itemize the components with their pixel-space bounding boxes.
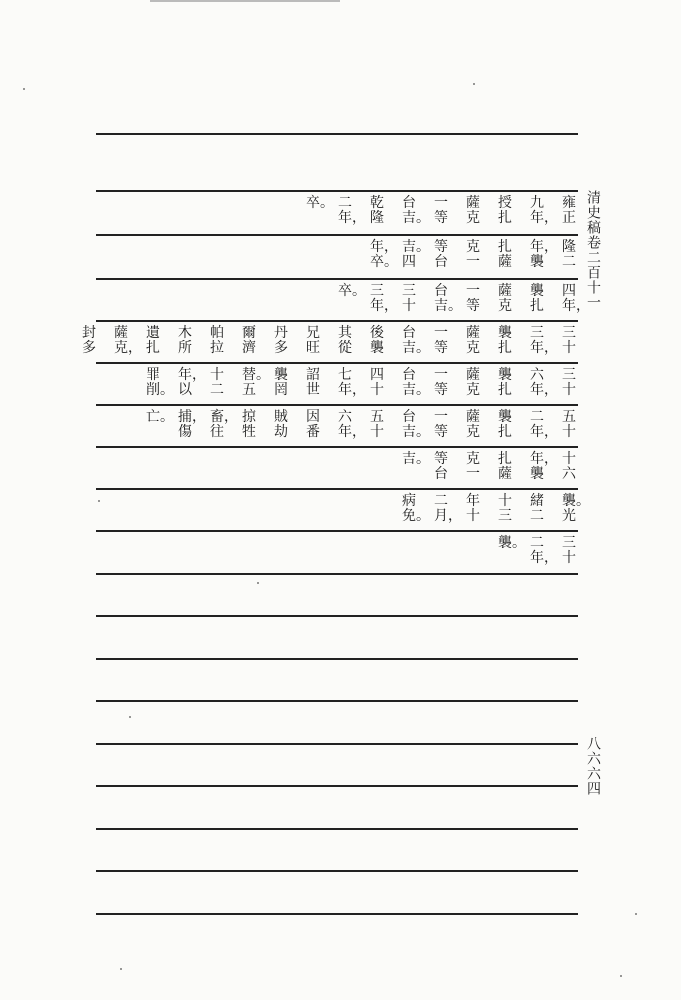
cell-bottom-char: 薩 (498, 254, 512, 270)
cell-top-char: 詔 (306, 367, 320, 383)
table-cell (498, 240, 513, 270)
cell-top-char: 卒。 (306, 195, 334, 211)
table-cell (402, 451, 430, 482)
cell-top-char: 扎 (498, 239, 512, 255)
scan-speck (473, 83, 475, 85)
table-cell (466, 284, 481, 314)
cell-bottom-char: 劫 (274, 424, 288, 440)
cell-top-char: 丹 (274, 325, 288, 341)
cell-top-char: 三 (402, 283, 416, 299)
table-cell (370, 239, 398, 270)
table-cell (146, 367, 174, 398)
table-cell (562, 368, 577, 398)
cell-top-char: 其 (338, 325, 352, 341)
table-cell (338, 367, 366, 398)
cell-bottom-char: 克 (466, 340, 480, 356)
cell-bottom-char: 年， (338, 424, 366, 440)
table-cell (434, 326, 449, 356)
table-cell (562, 326, 577, 356)
table-cell (466, 240, 481, 270)
table-cell (370, 326, 385, 356)
cell-bottom-char: 拉 (210, 340, 224, 356)
cell-bottom-char: 十 (562, 382, 576, 398)
cell-top-char: 吉。 (402, 239, 430, 255)
cell-top-char: 襲 (498, 325, 512, 341)
cell-top-char: 台 (402, 325, 416, 341)
cell-top-char: 襲 (498, 367, 512, 383)
cell-top-char: 替。 (242, 367, 270, 383)
table-cell (498, 494, 513, 524)
cell-bottom-char: 所 (178, 340, 192, 356)
cell-bottom-char: 番 (306, 424, 320, 440)
cell-bottom-char: 年， (530, 382, 558, 398)
cell-top-char: 二 (530, 409, 544, 425)
table-cell (370, 196, 385, 226)
cell-bottom-char: 傷 (178, 424, 192, 440)
cell-bottom-char (306, 211, 321, 226)
table-rule (96, 785, 578, 787)
cell-bottom-char: 克 (466, 382, 480, 398)
cell-bottom-char: 扎 (498, 424, 512, 440)
cell-top-char: 一 (434, 195, 448, 211)
table-cell (402, 409, 430, 440)
table-cell (530, 409, 558, 440)
cell-top-char: 扎 (498, 451, 512, 467)
table-cell (562, 240, 577, 270)
cell-top-char: 襲 (274, 367, 288, 383)
table-cell (562, 196, 577, 226)
cell-bottom-char (402, 467, 417, 482)
cell-top-char: 遺 (146, 325, 160, 341)
cell-bottom-char: 克 (466, 424, 480, 440)
cell-top-char: 台 (402, 195, 416, 211)
cell-top-char: 克 (466, 239, 480, 255)
cell-bottom-char: 三 (498, 508, 512, 524)
table-cell (274, 368, 289, 398)
cell-bottom-char: 薩 (498, 466, 512, 482)
cell-top-char: 卒。 (338, 283, 366, 299)
table-cell (402, 367, 430, 398)
cell-top-char: 亡。 (146, 409, 174, 425)
cell-top-char: 木 (178, 325, 192, 341)
cell-bottom-char: 台 (434, 466, 448, 482)
table-cell (498, 535, 526, 566)
cell-top-char: 隆 (562, 239, 576, 255)
table-cell (146, 409, 174, 440)
cell-bottom-char: 克， (114, 340, 142, 356)
cell-top-char: 年 (466, 493, 480, 509)
cell-top-char: 年， (370, 239, 398, 255)
scan-speck (635, 913, 637, 915)
cell-top-char: 年， (530, 451, 558, 467)
cell-bottom-char: 世 (306, 382, 320, 398)
cell-top-char: 薩 (466, 195, 480, 211)
table-cell (530, 284, 545, 314)
cell-bottom-char: 以 (178, 382, 192, 398)
table-cell (402, 195, 430, 226)
table-cell (530, 535, 558, 566)
cell-top-char: 二 (530, 535, 544, 551)
cell-top-char: 因 (306, 409, 320, 425)
cell-bottom-char: 牲 (242, 424, 256, 440)
cell-bottom-char: 二 (530, 508, 544, 524)
cell-top-char: 三 (530, 325, 544, 341)
cell-top-char: 二 (434, 493, 448, 509)
cell-top-char: 克 (466, 451, 480, 467)
cell-top-char: 捕， (178, 409, 206, 425)
cell-bottom-char: 光 (562, 508, 576, 524)
table-cell (210, 368, 225, 398)
cell-top-char: 二 (338, 195, 352, 211)
cell-top-char: 掠 (242, 409, 256, 425)
cell-bottom-char: 等 (434, 210, 448, 226)
table-cell (562, 410, 577, 440)
cell-bottom-char: 等 (434, 424, 448, 440)
cell-bottom-char: 年， (562, 298, 590, 314)
cell-top-char: 帕 (210, 325, 224, 341)
table-cell (210, 409, 238, 440)
cell-bottom-char: 十 (370, 424, 384, 440)
cell-top-char: 五 (562, 409, 576, 425)
scan-speck (23, 88, 25, 90)
cell-bottom-char: 吉。 (402, 382, 430, 398)
cell-top-char: 等 (434, 239, 448, 255)
table-cell (498, 368, 513, 398)
table-cell (178, 409, 206, 440)
cell-top-char: 四 (370, 367, 384, 383)
cell-bottom-char (146, 425, 161, 440)
cell-top-char: 襲。 (498, 535, 526, 551)
scan-speck (257, 582, 259, 584)
cell-top-char: 三 (562, 367, 576, 383)
table-rule (96, 320, 578, 322)
cell-bottom-char: 多 (274, 340, 288, 356)
cell-bottom-char: 月， (434, 508, 462, 524)
scan-speck (98, 500, 100, 502)
cell-bottom-char: 正 (562, 210, 576, 226)
table-rule (96, 573, 578, 575)
table-rule (96, 828, 578, 830)
table-cell (498, 452, 513, 482)
cell-bottom-char: 年， (530, 210, 558, 226)
cell-top-char: 賊 (274, 409, 288, 425)
table-cell (242, 326, 257, 356)
cell-top-char: 等 (434, 451, 448, 467)
table-rule (96, 446, 578, 448)
table-cell (274, 410, 289, 440)
cell-top-char: 薩 (466, 409, 480, 425)
cell-top-char: 雍 (562, 195, 576, 211)
table-cell (530, 195, 558, 226)
table-rule (96, 913, 578, 915)
cell-bottom-char: 一 (466, 466, 480, 482)
cell-top-char: 十 (210, 367, 224, 383)
cell-top-char: 一 (434, 367, 448, 383)
table-cell (402, 493, 430, 524)
cell-top-char: 六 (338, 409, 352, 425)
table-cell (114, 325, 142, 356)
cell-bottom-char: 年， (338, 382, 366, 398)
cell-top-char: 襲 (530, 283, 544, 299)
cell-top-char: 薩 (114, 325, 128, 341)
cell-bottom-char: 十 (562, 424, 576, 440)
table-cell (274, 326, 289, 356)
table-cell (434, 240, 449, 270)
table-rule (96, 615, 578, 617)
cell-bottom-char: 卒。 (370, 254, 398, 270)
table-rule (96, 870, 578, 872)
cell-bottom-char: 十 (370, 382, 384, 398)
table-cell (242, 410, 257, 440)
running-title: 清史稿卷二百十一 (585, 190, 601, 310)
cell-bottom-char: 罔 (274, 382, 288, 398)
table-rule (96, 404, 578, 406)
table-cell (402, 284, 417, 314)
table-cell (498, 410, 513, 440)
cell-bottom-char (498, 551, 513, 566)
table-cell (402, 239, 430, 270)
table-cell (434, 196, 449, 226)
cell-top-char: 五 (370, 409, 384, 425)
cell-bottom-char: 台 (434, 254, 448, 270)
table-rule (96, 278, 578, 280)
cell-bottom-char: 多 (82, 340, 96, 356)
table-cell (178, 367, 206, 398)
page-number: 八六六四 (585, 736, 601, 796)
table-cell (338, 409, 366, 440)
cell-top-char: 薩 (466, 367, 480, 383)
cell-top-char: 一 (466, 283, 480, 299)
cell-top-char: 襲 (498, 409, 512, 425)
cell-bottom-char: 往 (210, 424, 224, 440)
cell-bottom-char: 扎 (530, 298, 544, 314)
table-cell (562, 536, 577, 566)
cell-bottom-char: 四 (402, 254, 416, 270)
table-rule (96, 362, 578, 364)
cell-bottom-char (338, 299, 353, 314)
table-cell (210, 326, 225, 356)
table-cell (338, 283, 366, 314)
table-cell (178, 326, 193, 356)
table-rule (96, 700, 578, 702)
table-cell (466, 196, 481, 226)
table-cell (82, 326, 97, 356)
cell-bottom-char: 十 (562, 340, 576, 356)
cell-top-char: 一 (434, 325, 448, 341)
cell-bottom-char: 年， (338, 210, 366, 226)
cell-bottom-char: 旺 (306, 340, 320, 356)
table-cell (146, 326, 161, 356)
cell-top-char: 病 (402, 493, 416, 509)
cell-bottom-char: 年， (530, 550, 558, 566)
cell-bottom-char: 克 (466, 210, 480, 226)
cell-bottom-char: 吉。 (402, 210, 430, 226)
cell-top-char: 吉。 (402, 451, 430, 467)
table-rule (96, 190, 578, 192)
cell-top-char: 罪 (146, 367, 160, 383)
table-cell (498, 326, 513, 356)
cell-top-char: 六 (530, 367, 544, 383)
cell-bottom-char: 吉。 (434, 298, 462, 314)
table-cell (434, 283, 462, 314)
cell-bottom-char: 襲 (370, 340, 384, 356)
cell-bottom-char: 二 (562, 254, 576, 270)
table-cell (530, 239, 558, 270)
cell-bottom-char: 吉。 (402, 340, 430, 356)
cell-top-char: 年， (178, 367, 206, 383)
table-cell (434, 493, 462, 524)
cell-top-char: 授 (498, 195, 512, 211)
cell-top-char: 緒 (530, 493, 544, 509)
cell-top-char: 爾 (242, 325, 256, 341)
table-cell (370, 283, 398, 314)
cell-bottom-char: 二 (210, 382, 224, 398)
cell-bottom-char: 襲 (530, 466, 544, 482)
cell-bottom-char: 十 (466, 508, 480, 524)
table-rule (96, 133, 578, 135)
cell-top-char: 年， (530, 239, 558, 255)
cell-bottom-char: 等 (434, 340, 448, 356)
cell-bottom-char: 五 (242, 382, 256, 398)
table-cell (370, 368, 385, 398)
cell-bottom-char: 等 (434, 382, 448, 398)
table-cell (434, 452, 449, 482)
cell-top-char: 薩 (498, 283, 512, 299)
cell-top-char: 後 (370, 325, 384, 341)
cell-bottom-char: 年， (530, 340, 558, 356)
scan-speck (120, 968, 122, 970)
table-cell (242, 367, 270, 398)
cell-top-char: 封 (82, 325, 96, 341)
table-cell (338, 326, 353, 356)
cell-bottom-char: 濟 (242, 340, 256, 356)
table-rule (96, 530, 578, 532)
cell-top-char: 台 (434, 283, 448, 299)
cell-bottom-char: 吉。 (402, 424, 430, 440)
table-cell (530, 325, 558, 356)
table-cell (306, 368, 321, 398)
table-cell (306, 326, 321, 356)
cell-top-char: 九 (530, 195, 544, 211)
cell-top-char: 兄 (306, 325, 320, 341)
table-rule (96, 658, 578, 660)
cell-top-char: 台 (402, 367, 416, 383)
cell-bottom-char: 等 (466, 298, 480, 314)
table-cell (306, 195, 334, 226)
cell-top-char: 台 (402, 409, 416, 425)
cell-bottom-char: 扎 (498, 210, 512, 226)
cell-bottom-char: 從 (338, 340, 352, 356)
table-cell (530, 451, 558, 482)
cell-bottom-char: 襲 (530, 254, 544, 270)
cell-top-char: 畜， (210, 409, 238, 425)
cell-bottom-char: 年， (370, 298, 398, 314)
cell-top-char: 十 (562, 451, 576, 467)
cell-top-char: 四 (562, 283, 576, 299)
table-cell (530, 367, 558, 398)
table-cell (466, 494, 481, 524)
cell-bottom-char: 削。 (146, 382, 174, 398)
cell-bottom-char: 扎 (498, 340, 512, 356)
table-cell (306, 410, 321, 440)
table-rule (96, 234, 578, 236)
cell-bottom-char: 隆 (370, 210, 384, 226)
table-cell (338, 195, 366, 226)
scan-edge-line (150, 0, 340, 2)
cell-bottom-char: 年， (530, 424, 558, 440)
table-cell (370, 410, 385, 440)
cell-bottom-char: 十 (562, 550, 576, 566)
table-cell (498, 284, 513, 314)
table-cell (402, 325, 430, 356)
cell-top-char: 十 (498, 493, 512, 509)
cell-top-char: 三 (562, 325, 576, 341)
cell-top-char: 襲。 (562, 493, 590, 509)
cell-top-char: 三 (370, 283, 384, 299)
scan-speck (620, 975, 622, 977)
table-cell (466, 452, 481, 482)
table-cell (562, 452, 577, 482)
table-rule (96, 743, 578, 745)
table-cell (466, 368, 481, 398)
cell-bottom-char: 六 (562, 466, 576, 482)
cell-top-char: 薩 (466, 325, 480, 341)
table-rule (96, 488, 578, 490)
cell-bottom-char: 扎 (146, 340, 160, 356)
cell-top-char: 一 (434, 409, 448, 425)
cell-top-char: 三 (562, 535, 576, 551)
table-cell (530, 494, 545, 524)
cell-bottom-char: 扎 (498, 382, 512, 398)
table-cell (434, 368, 449, 398)
cell-top-char: 乾 (370, 195, 384, 211)
table-cell (498, 196, 513, 226)
table-cell (434, 410, 449, 440)
table-cell (466, 326, 481, 356)
cell-bottom-char: 克 (498, 298, 512, 314)
table-cell (562, 283, 590, 314)
scan-speck (129, 716, 131, 718)
table-cell (562, 493, 590, 524)
cell-bottom-char: 一 (466, 254, 480, 270)
cell-top-char: 七 (338, 367, 352, 383)
cell-bottom-char: 免。 (402, 508, 430, 524)
cell-bottom-char: 十 (402, 298, 416, 314)
table-cell (466, 410, 481, 440)
